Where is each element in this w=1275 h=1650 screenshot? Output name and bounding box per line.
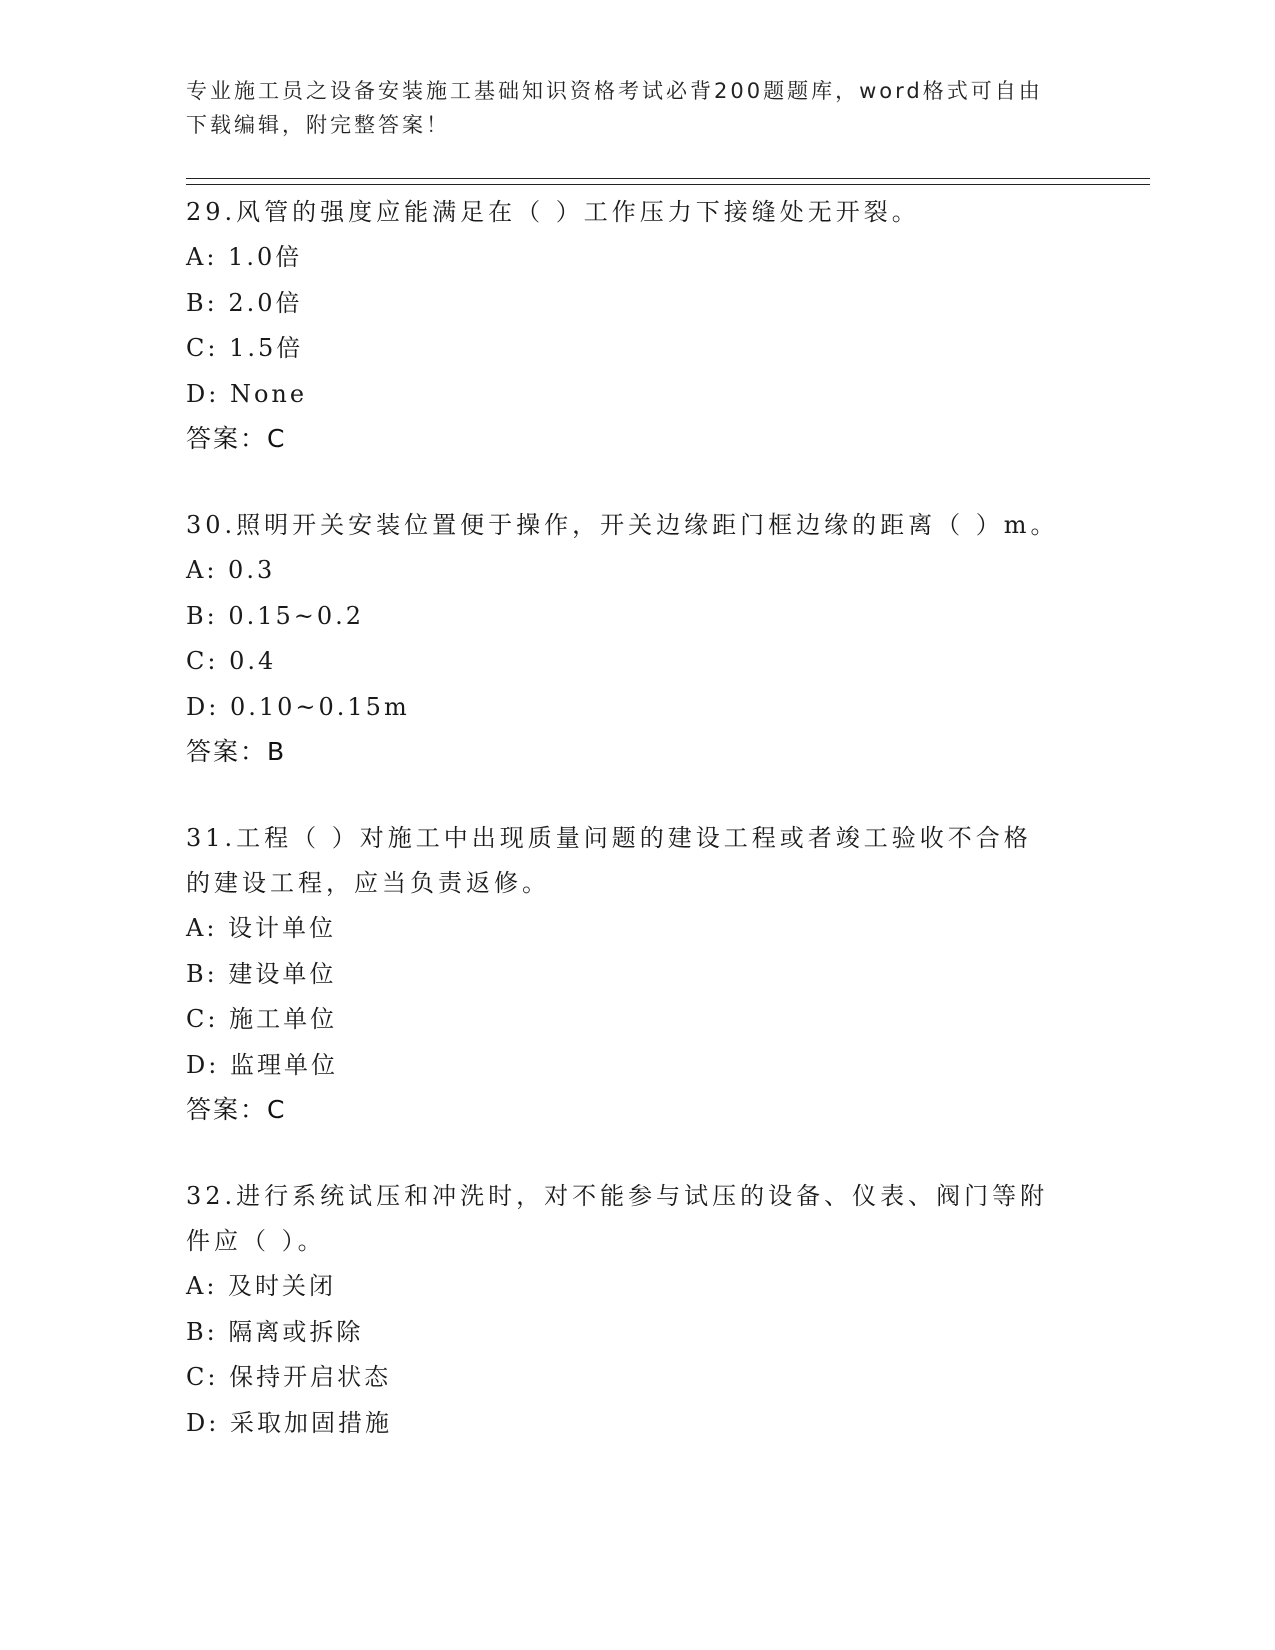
option-c: C: 0.4: [186, 647, 277, 675]
question-31: [186, 816, 1086, 1132]
answer: 答案：C: [186, 424, 287, 453]
option-a: A: 0.3: [186, 556, 276, 584]
option-d: D: 监理单位: [186, 1050, 338, 1079]
question-30: [186, 503, 1086, 774]
answer: 答案：B: [186, 737, 287, 766]
question-text-line-1: 31.工程（ ）对施工中出现质量问题的建设工程或者竣工验收不合格: [186, 824, 1032, 852]
answer: 答案：C: [186, 1095, 287, 1124]
question-text: 29.风管的强度应能满足在（ ）工作压力下接缝处无开裂。: [186, 198, 920, 226]
option-a: A: 设计单位: [186, 914, 337, 942]
option-d: D: 采取加固措施: [186, 1408, 392, 1437]
option-b: B: 建设单位: [186, 959, 337, 988]
option-c: C: 1.5倍: [186, 334, 304, 362]
header-divider-bottom: [186, 184, 1150, 185]
option-c: C: 保持开启状态: [186, 1363, 392, 1391]
option-b: B: 2.0倍: [186, 288, 303, 317]
option-b: B: 隔离或拆除: [186, 1317, 364, 1346]
question-text-line-2: 件应（ ）。: [186, 1227, 326, 1255]
header-divider-top: [186, 178, 1150, 179]
option-a: A: 1.0倍: [186, 243, 303, 271]
question-29: [186, 190, 1086, 461]
question-text-line-1: 32.进行系统试压和冲洗时，对不能参与试压的设备、仪表、阀门等附: [186, 1182, 1049, 1210]
question-text-line-2: 的建设工程，应当负责返修。: [186, 869, 550, 897]
option-a: A: 及时关闭: [186, 1272, 337, 1300]
option-c: C: 施工单位: [186, 1005, 338, 1033]
document-header: [186, 74, 1066, 142]
question-list: [186, 190, 1086, 1488]
question-32: [186, 1174, 1086, 1446]
option-b: B: 0.15~0.2: [186, 601, 365, 630]
header-line-1: 专业施工员之设备安装施工基础知识资格考试必背200题题库，word格式可自由: [186, 79, 1043, 103]
option-d: D: 0.10~0.15m: [186, 692, 410, 721]
option-d: D: None: [186, 379, 308, 408]
header-line-2: 下载编辑，附完整答案！: [186, 113, 450, 137]
question-text: 30.照明开关安装位置便于操作，开关边缘距门框边缘的距离（ ）m。: [186, 511, 1059, 539]
